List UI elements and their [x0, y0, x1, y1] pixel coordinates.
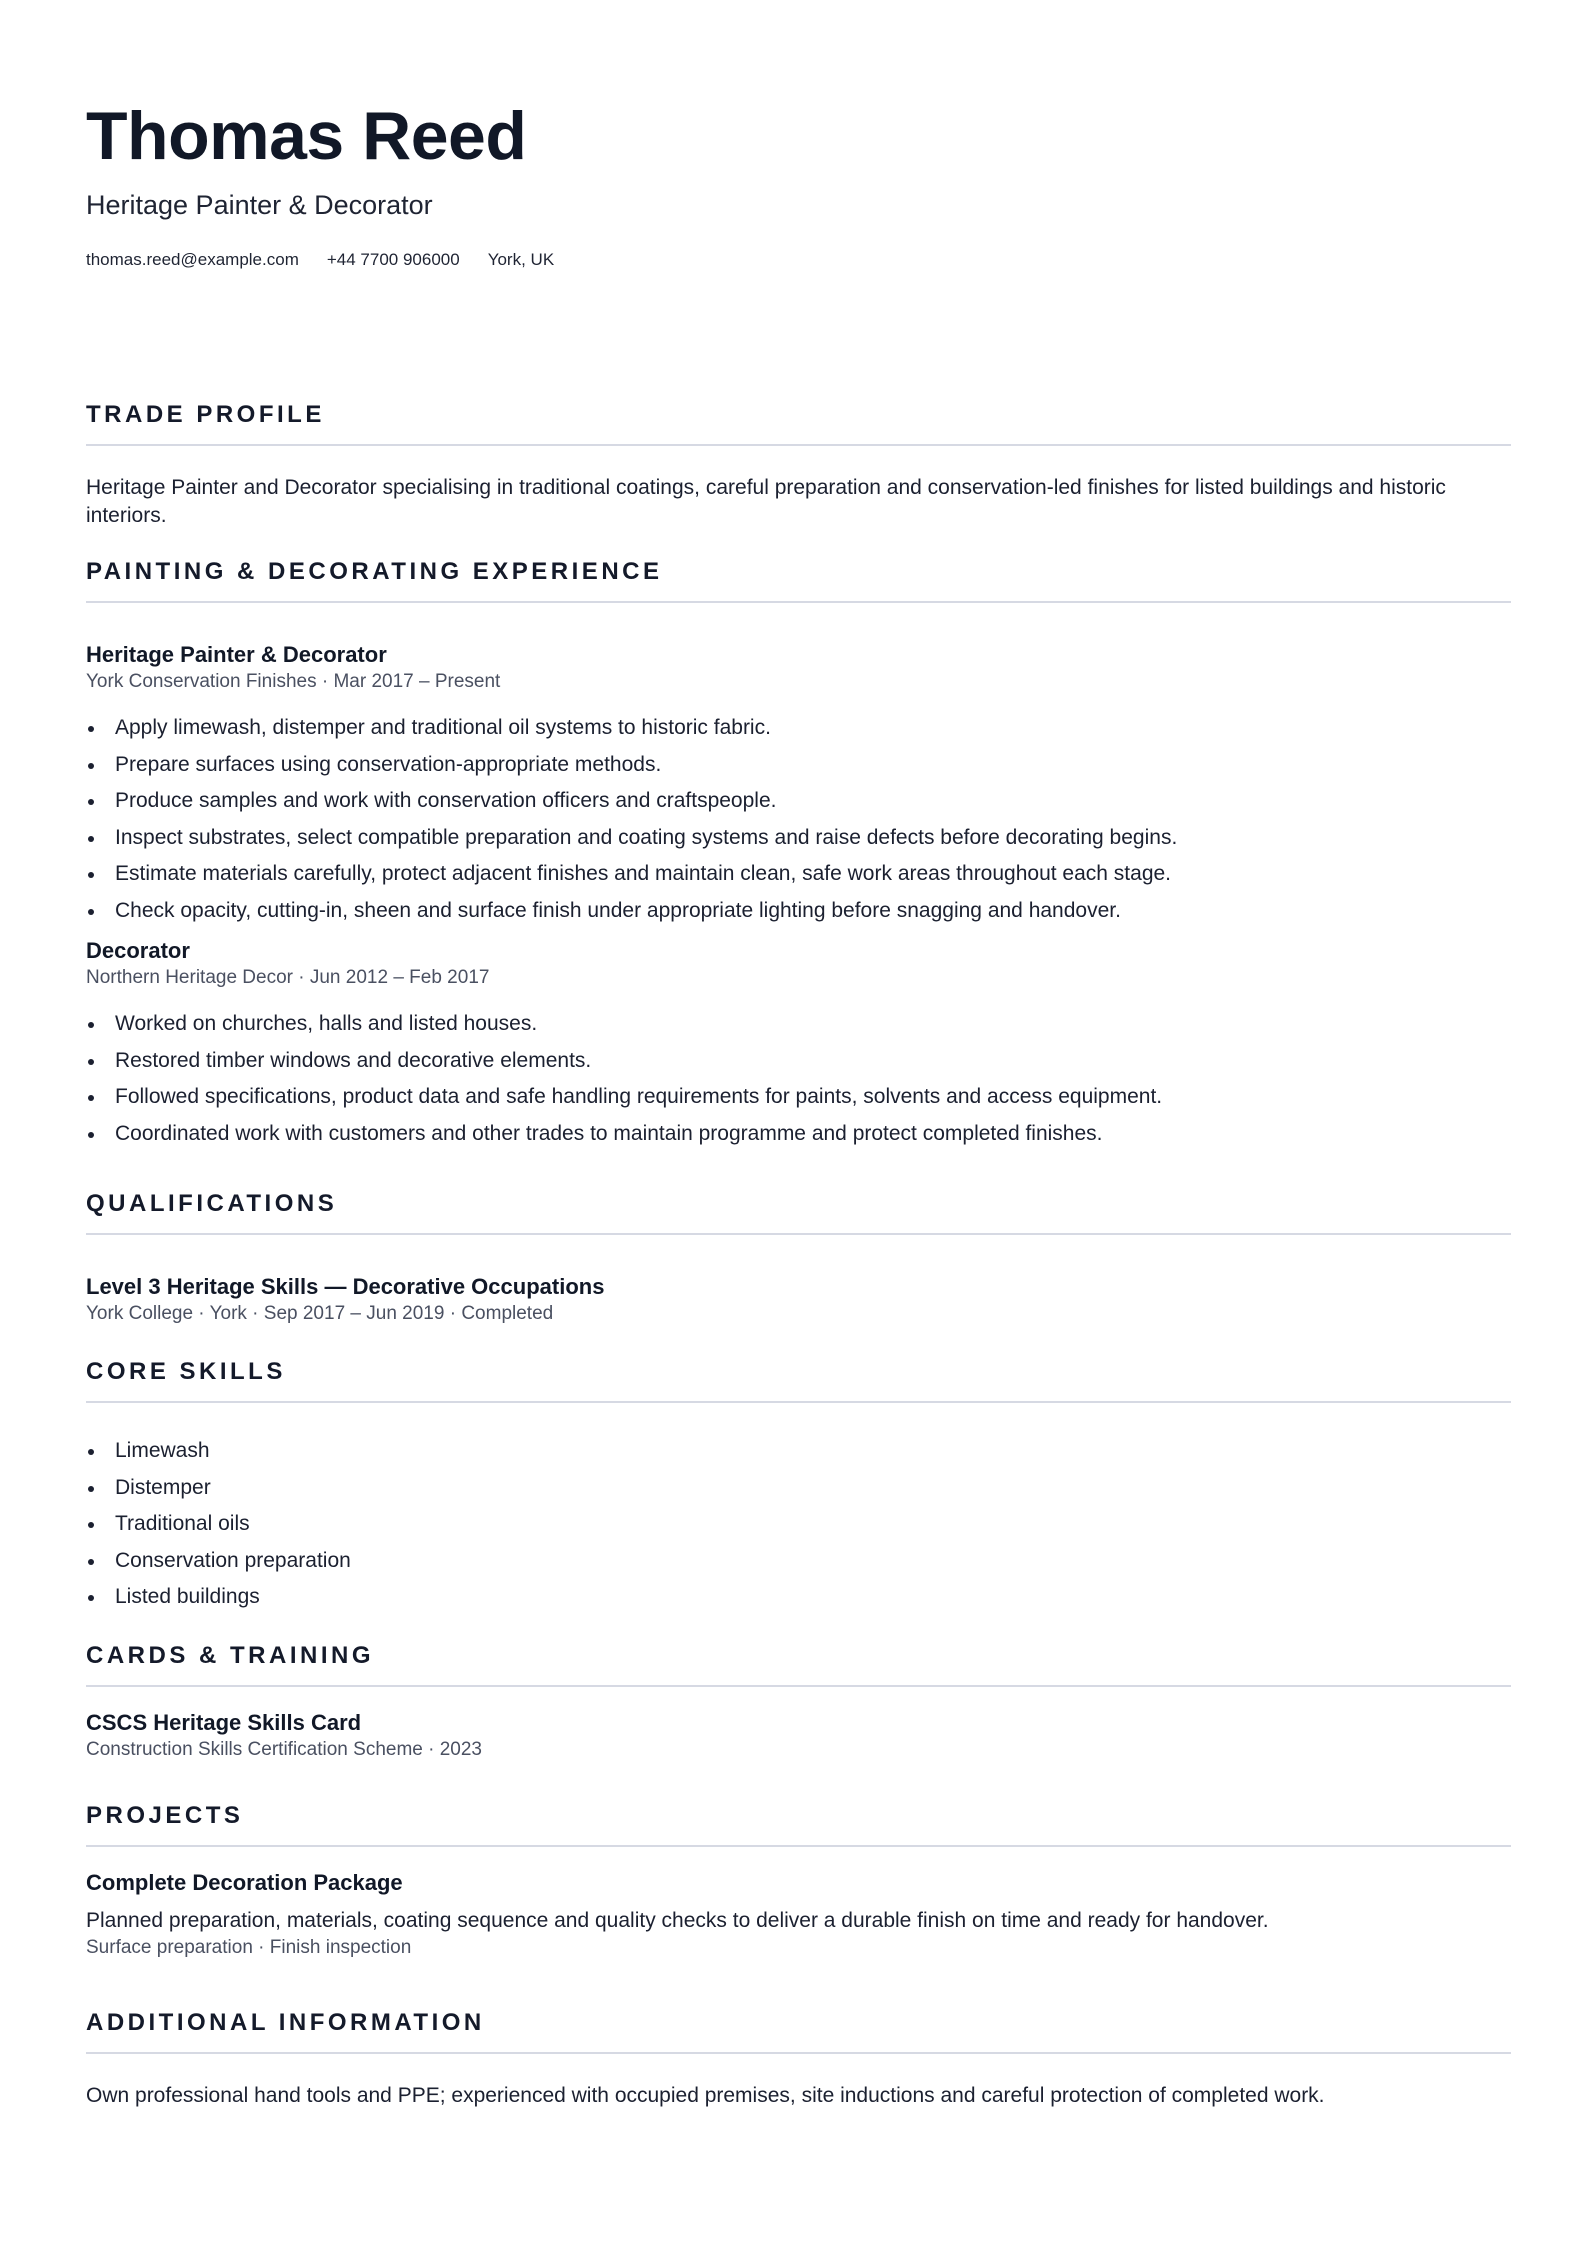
candidate-headline: Heritage Painter & Decorator: [86, 190, 433, 220]
job-bullets: [86, 1010, 1511, 1148]
job-bullet: Apply limewash, distemper and traditional oil systems to historic fabric.: [86, 714, 1511, 742]
section-title-cards: CARDS & TRAINING: [86, 1641, 1511, 1687]
job-role: Heritage Painter & Decorator: [86, 642, 387, 667]
profile-text: Heritage Painter and Decorator specialising in traditional coatings, careful preparation and conservation-led finishes for listed buildings and historic interiors.: [86, 476, 1446, 527]
job-bullet: Restored timber windows and decorative elements.: [86, 1047, 1511, 1075]
contact-location: York, UK: [487, 250, 555, 269]
job-bullet: Followed specifications, product data and safe handling requirements for paints, solvents and access equipment.: [86, 1083, 1511, 1111]
cards-section: [86, 1641, 1511, 1762]
job-bullets: [86, 714, 1511, 925]
project-entry: [86, 1869, 1511, 1960]
job-bullet: Coordinated work with customers and other trades to maintain programme and protect completed finishes.: [86, 1120, 1511, 1148]
job-entry: [86, 937, 1511, 1148]
experience-section: [86, 557, 1511, 1156]
section-title-skills: CORE SKILLS: [86, 1357, 1511, 1403]
contact-line: [86, 248, 554, 272]
qualification-name: Level 3 Heritage Skills — Decorative Occupations: [86, 1274, 605, 1299]
job-bullet: Check opacity, cutting-in, sheen and surface finish under appropriate lighting before snagging and handover.: [86, 897, 1511, 925]
skill-item: Limewash: [86, 1437, 1511, 1465]
qualification-meta: York College · York · Sep 2017 – Jun 2019 · Completed: [86, 1303, 554, 1324]
job-bullet: Worked on churches, halls and listed houses.: [86, 1010, 1511, 1038]
project-description: Planned preparation, materials, coating sequence and quality checks to deliver a durable finish on time and ready for handover.: [86, 1909, 1269, 1932]
skill-item: Distemper: [86, 1474, 1511, 1502]
project-name: Complete Decoration Package: [86, 1870, 403, 1895]
section-title-additional: ADDITIONAL INFORMATION: [86, 2008, 1511, 2054]
qualification-entry: [86, 1273, 1511, 1326]
additional-section: [86, 2008, 1511, 2110]
job-meta: Northern Heritage Decor · Jun 2012 – Feb 2017: [86, 966, 490, 988]
job-entry: [86, 641, 1511, 925]
section-title-projects: PROJECTS: [86, 1801, 1511, 1847]
project-tags: Surface preparation · Finish inspection: [86, 1937, 412, 1958]
job-bullet: Estimate materials carefully, protect adjacent finishes and maintain clean, safe work areas throughout each stage.: [86, 860, 1511, 888]
job-meta: York Conservation Finishes · Mar 2017 – Present: [86, 671, 501, 692]
section-title-qualifications: QUALIFICATIONS: [86, 1189, 1511, 1235]
skills-section: [86, 1357, 1511, 1620]
projects-section: [86, 1801, 1511, 1960]
qualifications-section: [86, 1189, 1511, 1326]
skill-item: Conservation preparation: [86, 1547, 1511, 1575]
skill-item: Listed buildings: [86, 1583, 1511, 1611]
contact-phone[interactable]: +44 7700 906000: [326, 250, 460, 269]
card-name: CSCS Heritage Skills Card: [86, 1710, 362, 1735]
job-bullet: Inspect substrates, select compatible preparation and coating systems and raise defects before decorating begins.: [86, 824, 1511, 852]
job-role: Decorator: [86, 937, 190, 963]
skills-list: [86, 1437, 1511, 1611]
profile-section: [86, 400, 1511, 530]
section-title-profile: TRADE PROFILE: [86, 400, 1511, 446]
skill-item: Traditional oils: [86, 1510, 1511, 1538]
card-meta: Construction Skills Certification Scheme · 2023: [86, 1739, 483, 1760]
candidate-name: Thomas Reed: [86, 98, 527, 174]
additional-text: Own professional hand tools and PPE; experienced with occupied premises, site inductions and careful protection of completed work.: [86, 2084, 1325, 2107]
job-bullet: Produce samples and work with conservation officers and craftspeople.: [86, 787, 1511, 815]
card-entry: [86, 1709, 1511, 1762]
section-title-experience: PAINTING & DECORATING EXPERIENCE: [86, 557, 1511, 603]
job-bullet: Prepare surfaces using conservation-appropriate methods.: [86, 751, 1511, 779]
contact-email[interactable]: thomas.reed@example.com: [86, 250, 299, 269]
